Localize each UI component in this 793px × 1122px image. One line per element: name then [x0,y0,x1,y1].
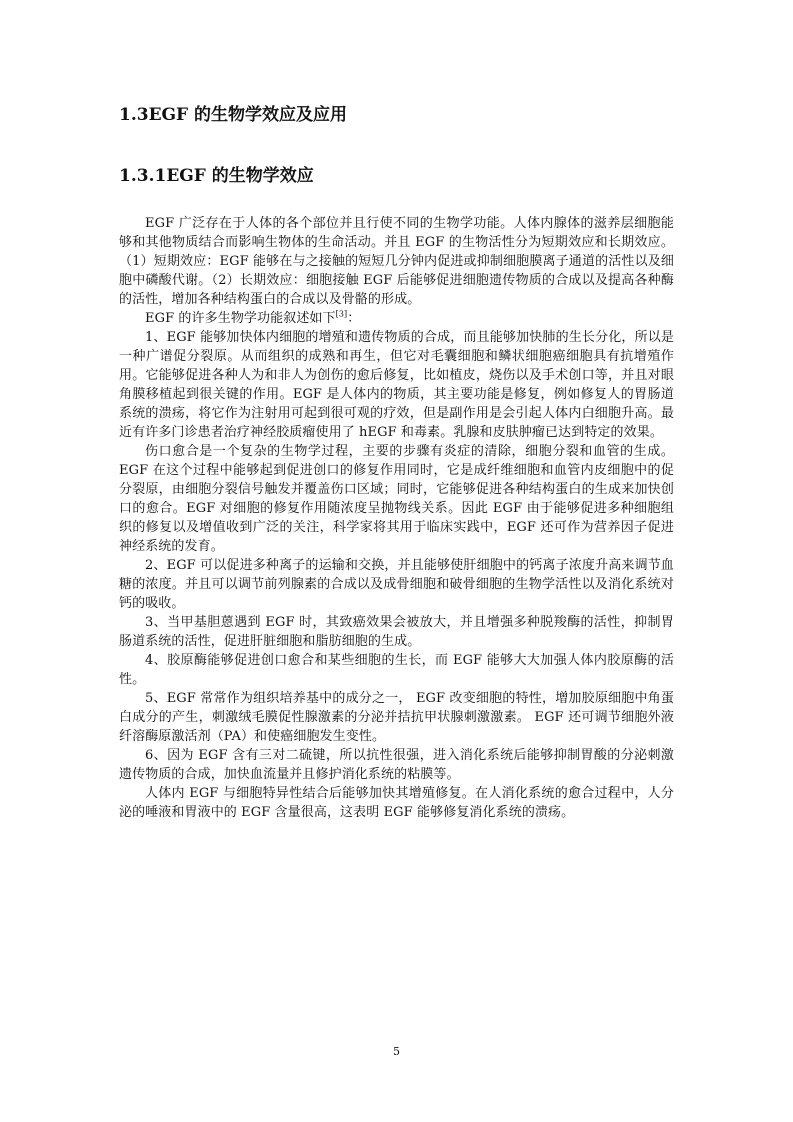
page-number: 5 [393,1045,400,1058]
paragraph-item-2: 2、EGF 可以促进多种离子的运输和交换，并且能够使肝细胞中的钙离子浓度升高来调节血糖的浓度。并且可以调节前列腺素的合成以及成骨细胞和破骨细胞的生物学活性以及消化系统对钙的吸收。 [119,558,674,611]
subsection-heading: 1.3.1EGF 的生物学效应 [119,166,314,186]
list-intro-text: EGF 的许多生物学功能叙述如下 [145,311,336,326]
paragraph-item-6: 6、因为 EGF 含有三对二硫键，所以抗性很强，进入消化系统后能够抑制胃酸的分泌刺激遗传物质的合成，加快血流量并且修护消化系统的粘膜等。 [119,748,674,782]
paragraph-item-4: 4、胶原酶能够促进创口愈合和某些细胞的生长，而 EGF 能够大大加强人体内胶原酶的活性。 [119,653,674,687]
paragraph-wound-healing: 伤口愈合是一个复杂的生物学过程，主要的步骤有炎症的清除，细胞分裂和血管的生成。EGF 在这个过程中能够起到促进创口的修复作用同时，它是成纤维细胞和血管内皮细胞中的促分裂原，由细胞分裂信号触发并覆盖伤口区域；同时，它能够促进各种结构蛋白的生成来加快创口的愈合。EGF 对细胞的修复作用随浓度呈抛物线关系。因此 EGF 由于能够促进多种细胞组织的修复以及增值收到广泛的关注，科学家将其用于临床实践中，EGF 还可作为营养因子促进神经系统的发育。 [119,444,674,554]
list-intro-colon: ： [347,311,361,326]
paragraph-intro: EGF 广泛存在于人体的各个部位并且行使不同的生物学功能。人体内腺体的滋养层细胞能够和其他物质结合而影响生物体的生命活动。并且 EGF 的生物活性分为短期效应和长期效应。（1）短期效应：EGF 能够在与之接触的短短几分钟内促进或抑制细胞膜离子通道的活性以及细胞中磷酸代谢。（2）长期效应：细胞接触 EGF 后能够促进细胞遗传物质的合成以及提高各种酶的活性，增加各种结构蛋白的合成以及骨骼的形成。 [119,216,674,307]
paragraph-item-5: 5、EGF 常常作为组织培养基中的成分之一， EGF 改变细胞的特性，增加胶原细胞中角蛋白成分的产生，刺激绒毛膜促性腺激素的分泌并拮抗甲状腺刺激激素。 EGF 还可调节细胞外液纤溶酶原激活剂（PA）和使癌细胞发生变性。 [119,691,674,744]
paragraph-list-intro [119,309,674,328]
paragraph-item-1: 1、EGF 能够加快体内细胞的增殖和遗传物质的合成，而且能够加快肺的生长分化，所以是一种广谱促分裂原。从而组织的成熟和再生，但它对毛囊细胞和鳞状细胞癌细胞具有抗增殖作用。它能够促进各种人为和非人为创伤的愈后修复，比如植皮，烧伤以及手术创口等，并且对眼角膜移植起到很关键的作用。EGF 是人体内的物质，其主要功能是修复，例如修复人的胃肠道系统的溃疡，将它作为注射用可起到很可观的疗效，但是副作用是会引起人体内白细胞升高。最近有许多门诊患者治疗神经胶质瘤使用了 hEGF 和毒素。乳腺和皮肤肿瘤已达到特定的效果。 [119,330,674,440]
citation-ref[interactable]: [3] [335,309,348,319]
body-text [119,214,674,822]
section-heading: 1.3EGF 的生物学效应及应用 [119,105,348,125]
paragraph-conclusion: 人体内 EGF 与细胞特异性结合后能够加快其增殖修复。在人消化系统的愈合过程中，人分泌的唾液和胃液中的 EGF 含量很高，这表明 EGF 能够修复消化系统的溃疡。 [119,786,674,820]
paragraph-item-3: 3、当甲基胆蒽遇到 EGF 时，其致癌效果会被放大，并且增强多种脱羧酶的活性，抑制胃肠道系统的活性，促进肝脏细胞和脂肪细胞的生成。 [119,615,674,649]
